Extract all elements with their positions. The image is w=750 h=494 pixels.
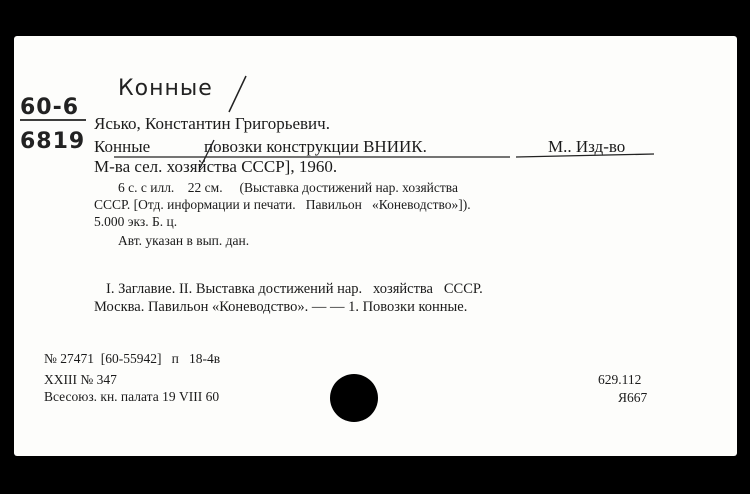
title-part-c: М.. Изд-во [548, 137, 626, 156]
footer-line-2: XXIII № 347 [44, 372, 117, 387]
footer-line-1: № 27471 [60-55942] п 18-4в [44, 351, 221, 366]
handwritten-shelfmark-top: 60-6 [20, 95, 80, 120]
catalog-card [14, 36, 737, 456]
tracing-line-1: I. Заглавие. II. Выставка достижений нар. хозяйства СССР. [106, 281, 483, 297]
description-line-2: СССР. [Отд. информации и печати. Павильон «Коневодство»]). [94, 197, 471, 212]
classification-number: 629.112 [598, 372, 642, 387]
description-line-3: 5.000 экз. Б. ц. [94, 214, 178, 229]
title-part-a: Конные [94, 137, 151, 156]
description-line-1: 6 с. с илл. 22 см. (Выставка достижений нар. хозяйства [118, 180, 458, 195]
note-line: Авт. указан в вып. дан. [118, 233, 250, 248]
title-part-b: повозки конструкции ВНИИК. [204, 137, 427, 156]
handwritten-subject: Конные [118, 76, 213, 101]
title-line-2: М-ва сел. хозяйства СССР], 1960. [94, 157, 338, 176]
author-heading: Ясько, Константин Григорьевич. [94, 114, 330, 133]
tracing-line-2: Москва. Павильон «Коневодство». — — 1. Повозки конные. [94, 299, 468, 315]
pen-slash [229, 76, 246, 112]
punch-hole [330, 374, 378, 422]
handwritten-shelfmark-bottom: 6819 [20, 129, 86, 154]
footer-line-3: Всесоюз. кн. палата 19 VIII 60 [44, 389, 220, 404]
author-mark: Я667 [618, 390, 648, 405]
